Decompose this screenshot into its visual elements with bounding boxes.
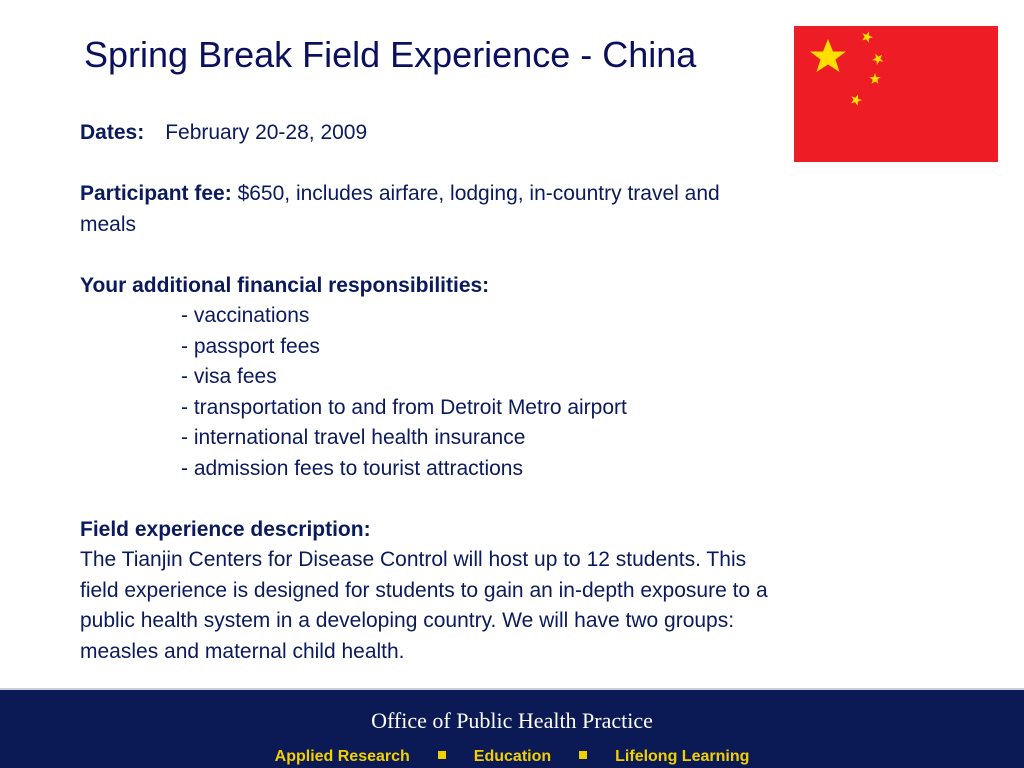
footer-tagline bbox=[0, 748, 1024, 766]
responsibility-item: - vaccinations bbox=[181, 304, 310, 327]
description-line: measles and maternal child health. bbox=[80, 639, 405, 663]
office-name: Office of Public Health Practice bbox=[371, 708, 653, 733]
dates-row bbox=[80, 118, 940, 149]
tag-applied-research: Applied Research bbox=[274, 748, 410, 765]
fee-row bbox=[80, 179, 940, 210]
description-line: public health system in a developing country. We will have two groups: bbox=[80, 609, 735, 632]
square-bullet-icon bbox=[438, 751, 446, 759]
responsibility-item: - transportation to and from Detroit Metro airport bbox=[181, 395, 627, 419]
description-line: The Tianjin Centers for Disease Control will host up to 12 students. This bbox=[80, 548, 747, 571]
responsibility-item: - visa fees bbox=[181, 365, 277, 388]
responsibility-item: - passport fees bbox=[181, 334, 320, 358]
fee-value-cont: meals bbox=[80, 212, 137, 236]
slide-title: Spring Break Field Experience - China bbox=[84, 34, 697, 75]
description-heading: Field experience description: bbox=[80, 517, 371, 541]
responsibilities-heading: Your additional financial responsibilities: bbox=[80, 273, 490, 297]
tag-lifelong-learning: Lifelong Learning bbox=[615, 748, 750, 765]
slide-body bbox=[80, 118, 940, 667]
tag-education: Education bbox=[473, 748, 552, 765]
description-line: field experience is designed for students to gain an in-depth exposure to a bbox=[80, 578, 768, 602]
square-bullet-icon bbox=[579, 751, 587, 759]
dates-label: Dates: bbox=[80, 121, 145, 144]
fee-label: Participant fee: bbox=[80, 182, 232, 205]
responsibility-item: - admission fees to tourist attractions bbox=[181, 456, 523, 480]
fee-value: $650, includes airfare, lodging, in-country travel and bbox=[237, 182, 720, 205]
responsibility-item: - international travel health insurance bbox=[181, 426, 526, 449]
footer-bar bbox=[0, 688, 1024, 768]
dates-value: February 20-28, 2009 bbox=[165, 121, 368, 144]
